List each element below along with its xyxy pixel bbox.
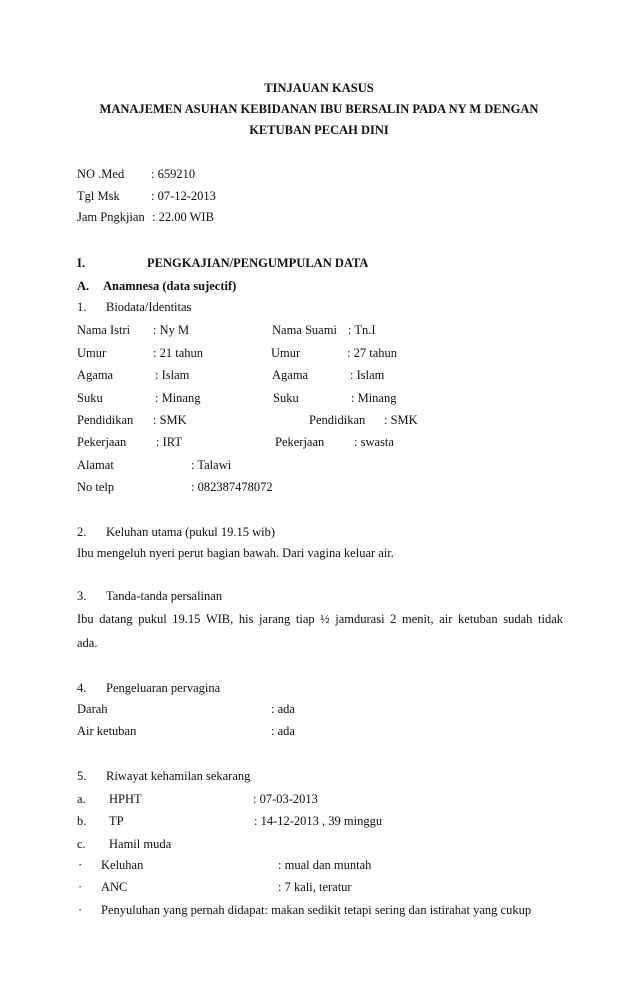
counseling-text: Penyuluhan yang pernah didapat: makan sedikit tetapi sering dan istirahat yang cukup bbox=[101, 903, 532, 917]
bullet-icon: · bbox=[78, 880, 83, 894]
wife-education-value: : SMK bbox=[153, 413, 187, 427]
wife-ethnicity-value: : Minang bbox=[155, 391, 201, 405]
document-subtitle-line2: KETUBAN PECAH DINI bbox=[249, 123, 389, 137]
address-value: : Talawi bbox=[191, 458, 232, 472]
wife-occupation-label: Pekerjaan bbox=[77, 435, 127, 449]
no-med-value: : 659210 bbox=[151, 167, 196, 181]
phone-value: : 082387478072 bbox=[191, 480, 273, 494]
complaint-label: Keluhan bbox=[101, 858, 144, 872]
husband-age-value: : 27 tahun bbox=[347, 346, 397, 360]
bullet-icon: · bbox=[78, 858, 83, 872]
husband-occupation-value: : swasta bbox=[354, 435, 394, 449]
husband-education-value: : SMK bbox=[384, 413, 418, 427]
paragraph-text-continued: ada. bbox=[77, 636, 98, 650]
tgl-msk-label: Tgl Msk bbox=[77, 189, 120, 203]
jam-pengkajian-label: Jam Pngkjian bbox=[77, 210, 145, 224]
no-med-label: NO .Med bbox=[77, 167, 125, 181]
wife-name-label: Nama Istri bbox=[77, 323, 131, 337]
wife-ethnicity-label: Suku bbox=[77, 391, 103, 405]
item-number: 4. bbox=[77, 681, 87, 695]
wife-age-value: : 21 tahun bbox=[153, 346, 203, 360]
bullet-icon: · bbox=[78, 903, 83, 917]
husband-ethnicity-value: : Minang bbox=[351, 391, 397, 405]
amniotic-fluid-value: : ada bbox=[271, 724, 295, 738]
husband-education-label: Pendidikan bbox=[309, 413, 366, 427]
wife-age-label: Umur bbox=[77, 346, 107, 360]
jam-pengkajian-value: : 22.00 WIB bbox=[152, 210, 214, 224]
item-number: 2. bbox=[77, 525, 87, 539]
item-title: Biodata/Identitas bbox=[106, 300, 192, 314]
husband-name-value: : Tn.I bbox=[348, 323, 376, 337]
item-title: Keluhan utama (pukul 19.15 wib) bbox=[106, 525, 276, 539]
item-number: 3. bbox=[77, 589, 87, 603]
document-subtitle: MANAJEMEN ASUHAN KEBIDANAN IBU BERSALIN PADA NY M DENGAN bbox=[99, 102, 539, 116]
item-title: Riwayat kehamilan sekarang bbox=[106, 769, 251, 783]
blood-value: : ada bbox=[271, 702, 295, 716]
hamil-muda-label: Hamil muda bbox=[109, 837, 172, 851]
husband-age-label: Umur bbox=[271, 346, 301, 360]
husband-occupation-label: Pekerjaan bbox=[275, 435, 325, 449]
wife-education-label: Pendidikan bbox=[77, 413, 134, 427]
item-number: 5. bbox=[77, 769, 87, 783]
wife-name-value: : Ny M bbox=[153, 323, 190, 337]
hpht-value: : 07-03-2013 bbox=[253, 792, 318, 806]
sub-item-letter: c. bbox=[77, 837, 86, 851]
husband-ethnicity-label: Suku bbox=[273, 391, 299, 405]
sub-item-letter: a. bbox=[77, 792, 86, 806]
husband-religion-value: : Islam bbox=[350, 368, 385, 382]
anc-value: : 7 kali, teratur bbox=[278, 880, 352, 894]
tgl-msk-value: : 07-12-2013 bbox=[151, 189, 216, 203]
sub-item-letter: b. bbox=[77, 814, 87, 828]
subsection-title: Anamnesa (data sujectif) bbox=[103, 279, 237, 293]
section-number: I. bbox=[77, 256, 85, 270]
husband-name-label: Nama Suami bbox=[272, 323, 337, 337]
anc-label: ANC bbox=[101, 880, 128, 894]
wife-religion-value: : Islam bbox=[155, 368, 190, 382]
item-title: Pengeluaran pervagina bbox=[106, 681, 221, 695]
tp-value: : 14-12-2013 , 39 minggu bbox=[254, 814, 383, 828]
amniotic-fluid-label: Air ketuban bbox=[77, 724, 137, 738]
wife-religion-label: Agama bbox=[77, 368, 114, 382]
document-title: TINJAUAN KASUS bbox=[264, 81, 374, 95]
husband-religion-label: Agama bbox=[272, 368, 309, 382]
hpht-label: HPHT bbox=[109, 792, 142, 806]
section-title: PENGKAJIAN/PENGUMPULAN DATA bbox=[147, 256, 369, 270]
phone-label: No telp bbox=[77, 480, 115, 494]
subsection-number: A. bbox=[77, 279, 90, 293]
paragraph-text: Ibu mengeluh nyeri perut bagian bawah. Dari vagina keluar air. bbox=[77, 546, 394, 560]
paragraph-text: Ibu datang pukul 19.15 WIB, his jarang tiap ½ jamdurasi 2 menit, air ketuban sudah tidak bbox=[77, 612, 563, 626]
item-number: 1. bbox=[77, 300, 87, 314]
item-title: Tanda-tanda persalinan bbox=[106, 589, 223, 603]
complaint-value: : mual dan muntah bbox=[278, 858, 372, 872]
blood-label: Darah bbox=[77, 702, 108, 716]
tp-label: TP bbox=[109, 814, 124, 828]
address-label: Alamat bbox=[77, 458, 114, 472]
wife-occupation-value: : IRT bbox=[156, 435, 182, 449]
